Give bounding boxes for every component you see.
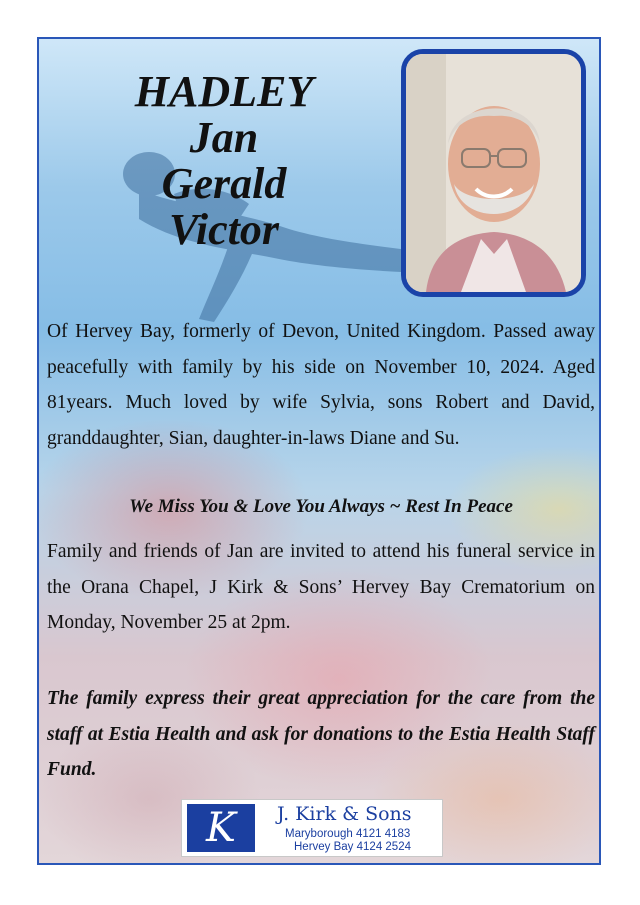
given-name-2: Gerald — [161, 159, 287, 208]
given-name-1: Jan — [189, 113, 259, 162]
portrait-photo — [401, 49, 586, 297]
deceased-name — [99, 69, 349, 253]
surname: HADLEY — [134, 67, 314, 116]
given-name-3: Victor — [168, 205, 280, 254]
appreciation-paragraph: The family express their great appreciation for the care from the staff at Estia Health and ask for donations to the Estia Health Staff Fund. — [47, 688, 595, 780]
company-name: J. Kirk & Sons — [277, 803, 412, 825]
phone-hervey-bay: Hervey Bay 4124 2524 — [294, 841, 411, 853]
funeral-home-logo — [181, 799, 443, 857]
monogram-k: K — [187, 804, 255, 852]
tagline: We Miss You & Love You Always ~ Rest In Peace — [129, 496, 513, 517]
portrait-illustration — [406, 54, 581, 292]
obituary-paragraph: Of Hervey Bay, formerly of Devon, United Kingdom. Passed away peacefully with family by his side on November 10, 2024. Aged 81years. Much loved by wife Sylvia, sons Robert and David, granddaughter, Sian, daughter-in-laws Diane and Su. — [47, 321, 595, 449]
obituary-notice — [37, 37, 601, 865]
funeral-details-paragraph: Family and friends of Jan are invited to attend his funeral service in the Orana Chapel, J Kirk & Sons’ Hervey Bay Crematorium on Monday, November 25 at 2pm. — [47, 541, 595, 633]
phone-maryborough: Maryborough 4121 4183 — [285, 828, 411, 840]
